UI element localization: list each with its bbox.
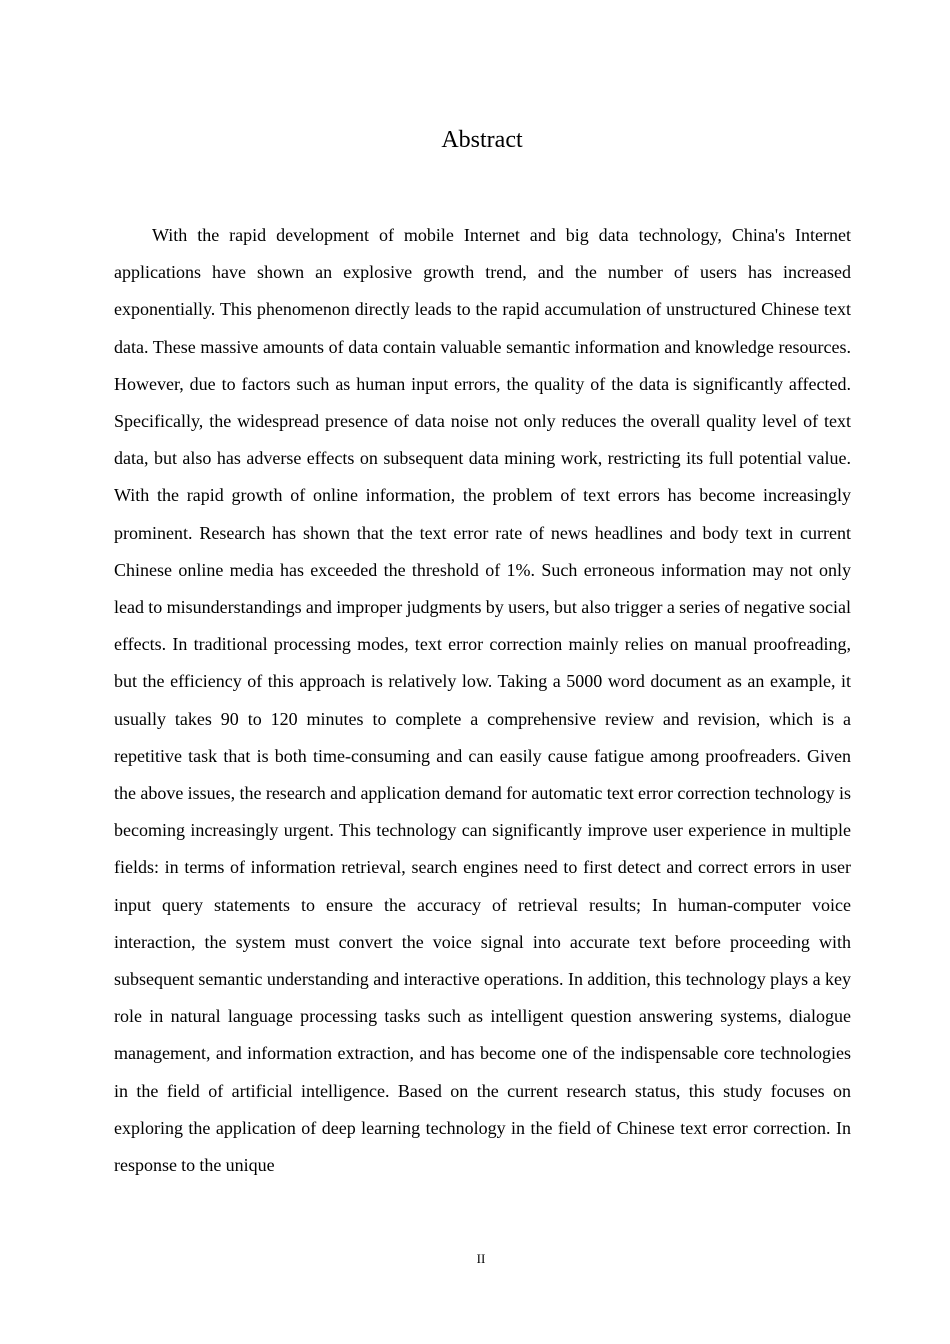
abstract-title: Abstract <box>441 127 523 153</box>
abstract-body: With the rapid development of mobile Internet and big data technology, China's Internet applications have shown an explosive growth trend, and the number of users has increased exponentially. This phenomenon directly leads to the rapid accumulation of unstructured Chinese text data. These massive amounts of data contain valuable semantic information and knowledge resources. However, due to factors such as human input errors, the quality of the data is significantly affected. Specifically, the widespread presence of data noise not only reduces the overall quality level of text data, but also has adverse effects on subsequent data mining work, restricting its full potential value. With the rapid growth of online information, the problem of text errors has become increasingly prominent. Research has shown that the text error rate of news headlines and body text in current Chinese online media has exceeded the threshold of 1%. Such erroneous information may not only lead to misunderstandings and improper judgments by users, but also trigger a series of negative social effects. In traditional processing modes, text error correction mainly relies on manual proofreading, but the efficiency of this approach is relatively low. Taking a 5000 word document as an example, it usually takes 90 to 120 minutes to complete a comprehensive review and revision, which is a repetitive task that is both time-consuming and can easily cause fatigue among proofreaders. Given the above issues, the research and application demand for automatic text error correction technology is becoming increasingly urgent. This technology can significantly improve user experience in multiple fields: in terms of information retrieval, search engines need to first detect and correct errors in user input query statements to ensure the accuracy of retrieval results; In human-computer voice interaction, the system must convert the voice signal into accurate text before proceeding with subsequent semantic understanding and interactive operations. In addition, this technology plays a key role in natural language processing tasks such as intelligent question answering systems, dialogue management, and information extraction, and has become one of the indispensable core technologies in the field of artificial intelligence. Based on the current research status, this study focuses on exploring the application of deep learning technology in the field of Chinese text error correction. In response to the unique <box>114 225 851 1176</box>
page-number: II <box>476 1251 486 1266</box>
